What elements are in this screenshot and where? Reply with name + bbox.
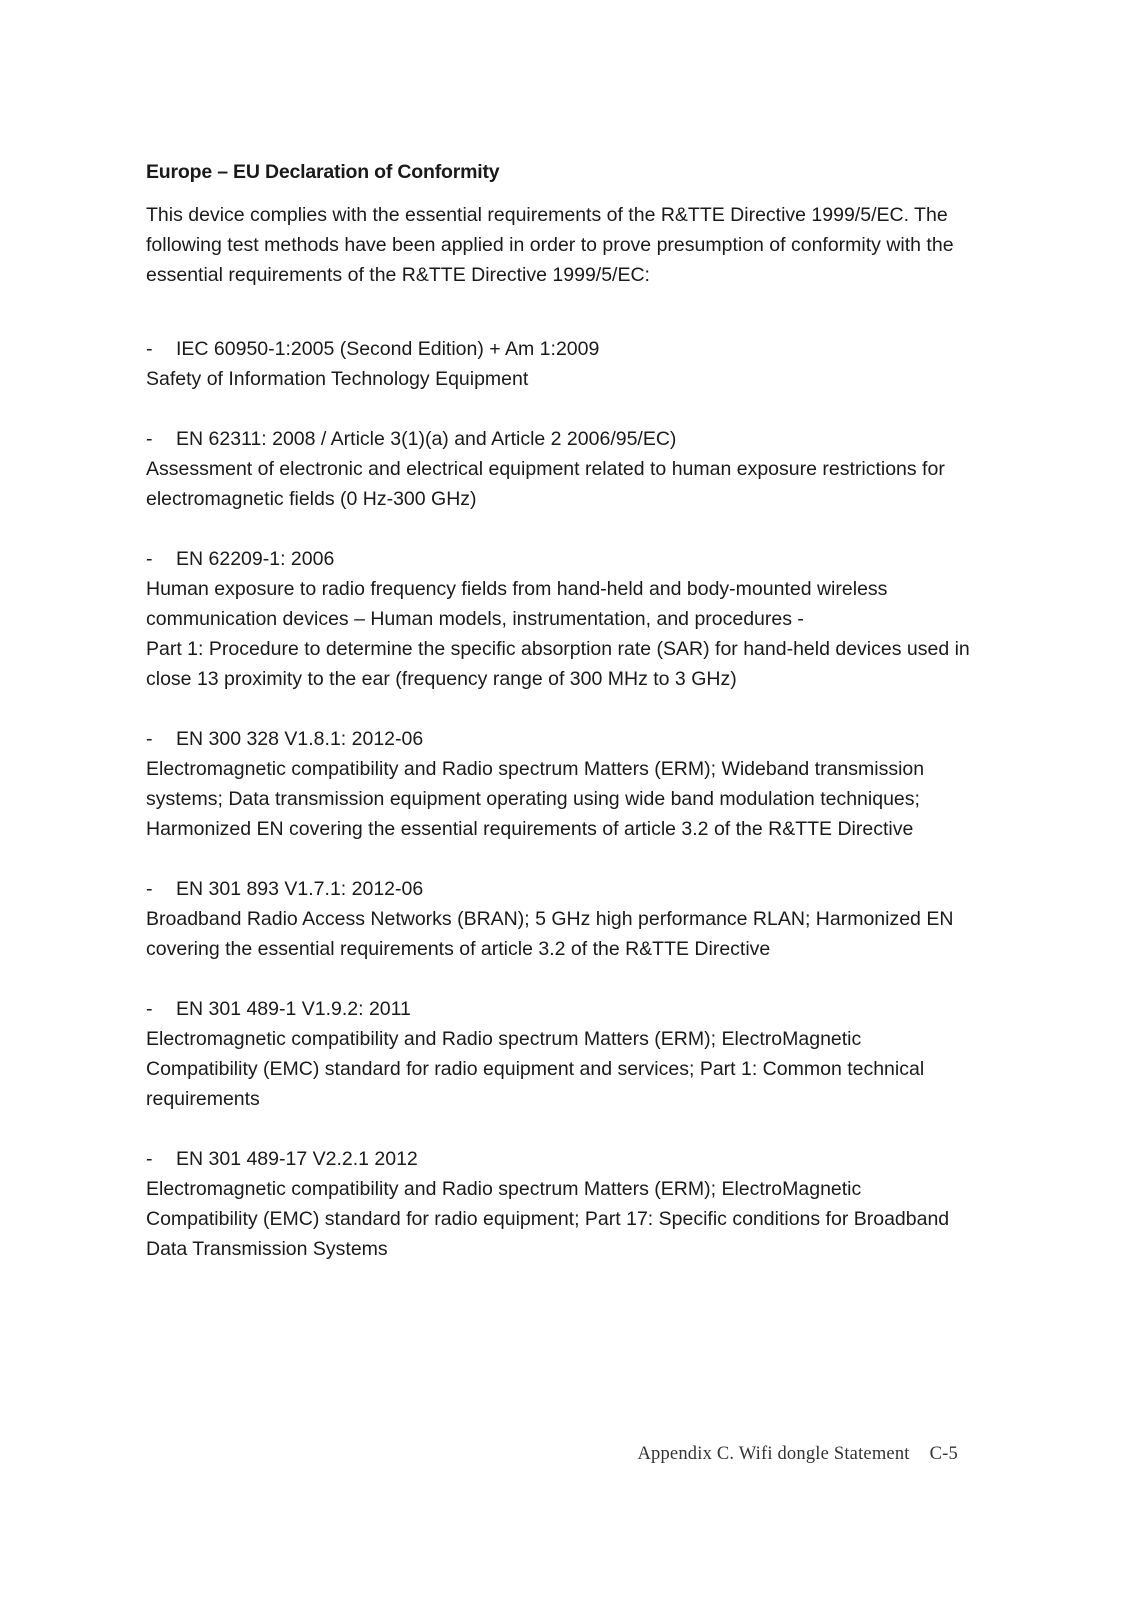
standard-code-line [146,334,1006,364]
page-number: C-5 [929,1444,958,1464]
standard-description: Safety of Information Technology Equipment [146,368,529,390]
intro-paragraph: This device complies with the essential requirements of the R&TTE Directive 1999/5/EC. The following test methods have been applied in order to prove presumption of conformity with the essential requirements of the R&TTE Directive 1999/5/EC: [146,204,954,286]
standard-description: Assessment of electronic and electrical equipment related to human exposure restrictions for electromagnetic fields (0 Hz-300 GHz) [146,458,945,510]
list-dash: - [146,728,153,750]
standard-code-line [146,1144,1006,1174]
list-dash: - [146,338,153,360]
standard-item [146,1144,1006,1264]
standard-code-line [146,724,1006,754]
standard-item [146,544,1006,694]
standard-description: Electromagnetic compatibility and Radio spectrum Matters (ERM); ElectroMagnetic Compatibility (EMC) standard for radio equipment and services; Part 1: Common technical requirements [146,1028,925,1110]
standard-code: EN 62209-1: 2006 [176,548,335,570]
list-dash: - [146,548,153,570]
standard-description: Electromagnetic compatibility and Radio spectrum Matters (ERM); Wideband transmission systems; Data transmission equipment operating using wide band modulation techniques; Harmonized EN covering the essential requirements of article 3.2 of the R&TTE Directive [146,758,925,840]
standard-code: IEC 60950-1:2005 (Second Edition) + Am 1:2009 [176,338,600,360]
standard-code-line [146,994,1006,1024]
standard-item [146,994,1006,1114]
list-dash: - [146,878,153,900]
page-footer [0,1444,958,1465]
standard-code-line [146,874,1006,904]
standard-description: Human exposure to radio frequency fields from hand-held and body-mounted wireless communication devices – Human models, instrumentation, and procedures - Part 1: Procedure to determine the specific absorption rate (SAR) for hand-held devices used in close 13 proximity to the ear (frequency range of 300 MHz to 3 GHz) [146,578,970,690]
standard-code: EN 62311: 2008 / Article 3(1)(a) and Article 2 2006/95/EC) [176,428,677,450]
standard-code: EN 301 893 V1.7.1: 2012-06 [176,878,424,900]
standard-description: Electromagnetic compatibility and Radio spectrum Matters (ERM); ElectroMagnetic Compatibility (EMC) standard for radio equipment; Part 17: Specific conditions for Broadband Data Transmission Systems [146,1178,950,1260]
standard-code: EN 301 489-1 V1.9.2: 2011 [176,998,411,1020]
standard-code-line [146,424,1006,454]
standard-item [146,424,1006,514]
list-dash: - [146,1148,153,1170]
footer-section-title: Appendix C. Wifi dongle Statement [637,1444,910,1464]
standard-description: Broadband Radio Access Networks (BRAN); 5 GHz high performance RLAN; Harmonized EN covering the essential requirements of article 3.2 of the R&TTE Directive [146,908,954,960]
standard-code: EN 300 328 V1.8.1: 2012-06 [176,728,424,750]
standard-code-line [146,544,1006,574]
standard-item [146,874,1006,964]
standard-item [146,334,1006,394]
list-dash: - [146,428,153,450]
list-dash: - [146,998,153,1020]
page-title: Europe – EU Declaration of Conformity [146,161,500,183]
page-content [146,158,1006,1294]
standard-code: EN 301 489-17 V2.2.1 2012 [176,1148,418,1170]
standard-item [146,724,1006,844]
